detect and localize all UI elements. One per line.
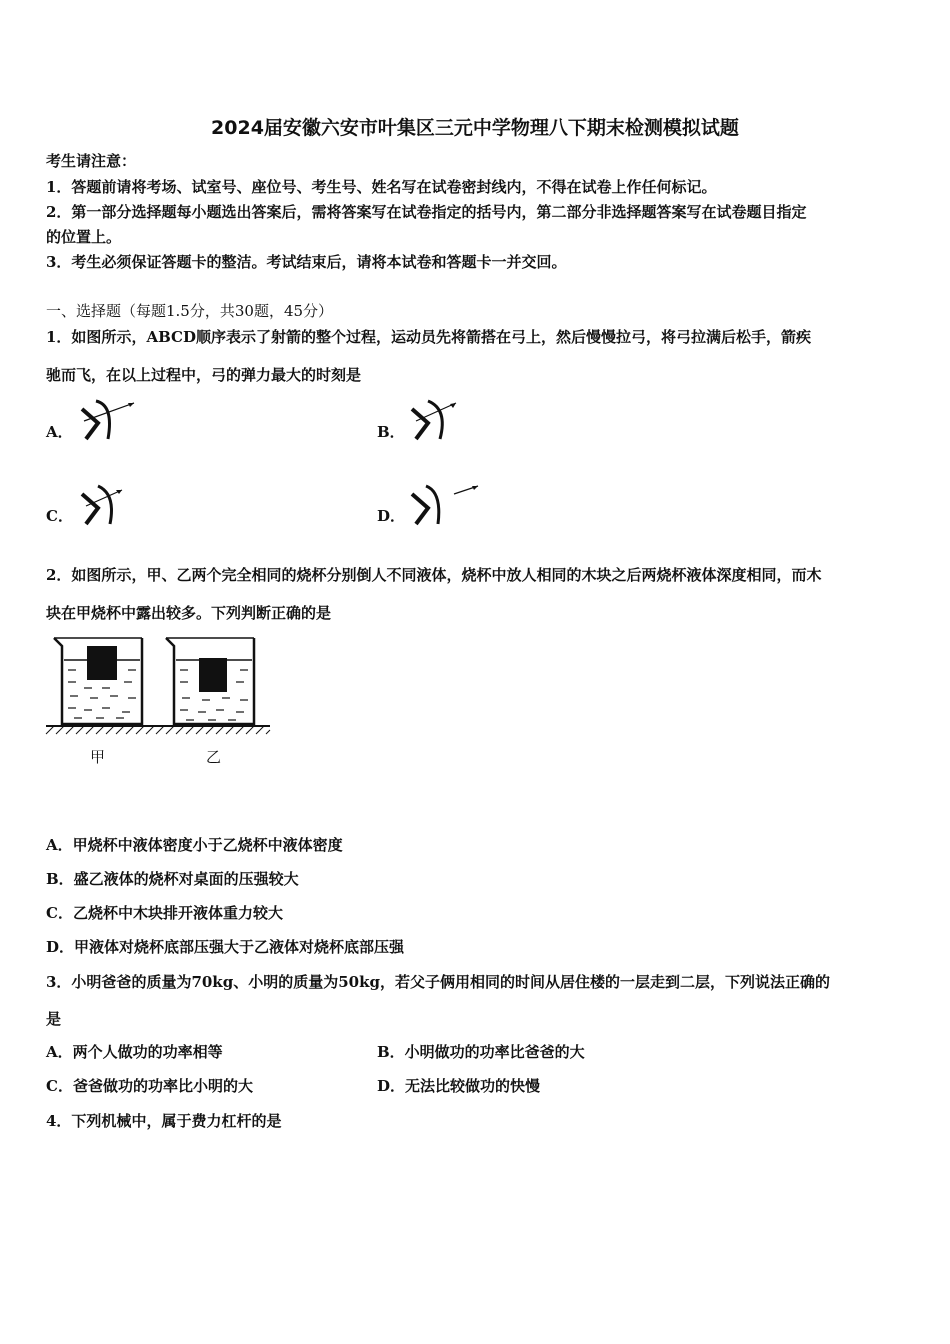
q1-option-c-label: C． (46, 507, 73, 525)
q3-option-d: D．无法比较做功的快慢 (377, 1077, 541, 1095)
q2-option-a: A．甲烧杯中液体密度小于乙烧杯中液体密度 (46, 836, 343, 854)
q1-line1: 1．如图所示，ABCD顺序表示了射箭的整个过程，运动员先将箭搭在弓上，然后慢慢拉弓，将弓拉满后松手，箭疾 (46, 328, 811, 346)
archer-a-figure (74, 395, 138, 443)
section-heading: 一、选择题（每题1.5分，共30题，45分） (46, 302, 334, 320)
page-title: 2024届安徽六安市叶集区三元中学物理八下期末检测模拟试题 (211, 117, 739, 139)
notice-item-2-cont: 的位置上。 (46, 228, 122, 246)
notice-item-1: 1．答题前请将考场、试室号、座位号、考生号、姓名写在试卷密封线内，不得在试卷上作任何标记。 (46, 178, 717, 196)
q1-line2: 驰而飞，在以上过程中，弓的弹力最大的时刻是 (46, 366, 362, 384)
notice-item-3: 3．考生必须保证答题卡的整洁。考试结束后，请将本试卷和答题卡一并交回。 (46, 253, 567, 271)
q1-option-a-label: A． (46, 423, 73, 441)
q4-line1: 4．下列机械中，属于费力杠杆的是 (46, 1112, 282, 1130)
notice-heading: 考生请注意： (46, 152, 137, 170)
beaker-label-jia: 甲 (90, 748, 106, 766)
q3-option-a: A．两个人做功的功率相等 (46, 1043, 223, 1061)
q2-line1: 2．如图所示，甲、乙两个完全相同的烧杯分别倒人不同液体，烧杯中放人相同的木块之后两烧杯液体深度相同，而木 (46, 566, 822, 584)
beakers-figure (44, 632, 274, 742)
archer-d-figure (404, 480, 484, 528)
notice-item-2: 2．第一部分选择题每小题选出答案后，需将答案写在试卷指定的括号内，第二部分非选择题答案写在试卷题目指定 (46, 203, 807, 221)
archer-c-figure (74, 480, 138, 528)
q3-line1: 3．小明爸爸的质量为70kg、小明的质量为50kg，若父子俩用相同的时间从居住楼的一层走到二层，下列说法正确的 (46, 973, 830, 991)
beaker-label-yi: 乙 (206, 748, 222, 766)
q2-option-d: D．甲液体对烧杯底部压强大于乙液体对烧杯底部压强 (46, 938, 405, 956)
q2-option-c: C．乙烧杯中木块排开液体重力较大 (46, 904, 283, 922)
q3-option-c: C．爸爸做功的功率比小明的大 (46, 1077, 253, 1095)
q1-option-d-label: D． (377, 507, 406, 525)
q2-line2: 块在甲烧杯中露出较多。下列判断正确的是 (46, 604, 332, 622)
archer-b-figure (404, 395, 468, 443)
q3-line2: 是 (46, 1010, 62, 1028)
q3-option-b: B．小明做功的功率比爸爸的大 (377, 1043, 585, 1061)
q1-option-b-label: B． (377, 423, 405, 441)
q2-option-b: B．盛乙液体的烧杯对桌面的压强较大 (46, 870, 299, 888)
